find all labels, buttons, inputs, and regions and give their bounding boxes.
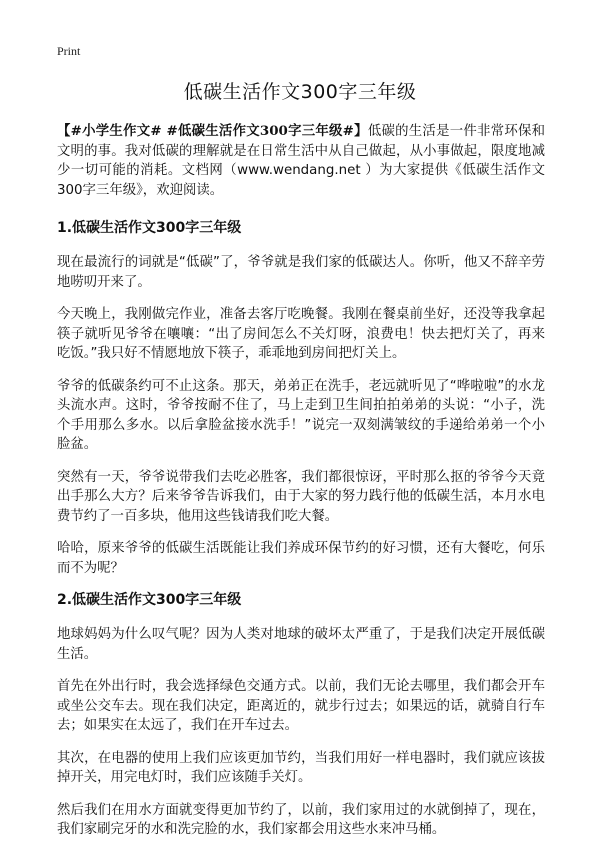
paragraph: 首先在外出行时，我会选择绿色交通方式。以前，我们无论去哪里，我们都会开车或坐公交车去。现在我们决定，距离近的，就步行过去；如果远的话，就骑自行车去；如果实在太远了，我们在开车过去。	[57, 679, 545, 733]
paragraph: 今天晚上，我刚做完作业，准备去客厅吃晚餐。我刚在餐桌前坐好，还没等我拿起筷子就听见爷爷在嚷嚷：“出了房间怎么不关灯呀，浪费电！快去把灯关了，再来吃饭。”我只好不情愿地放下筷子，乖乖地到房间把灯关上。	[57, 307, 545, 361]
paragraph: 其次，在电器的使用上我们应该更加节约，当我们用好一样电器时，我们就应该拔掉开关，用完电灯时，我们应该随手关灯。	[57, 750, 545, 785]
paragraph: 爷爷的低碳条约可不止这条。那天，弟弟正在洗手，老远就听见了“哗啦啦”的水龙头流水声。这时，爷爷按耐不住了，马上走到卫生间拍拍弟弟的头说：“小子，洗个手用那么多水。以后拿脸盆接水洗手！”说完一双刻满皱纹的手递给弟弟一个小脸盆。	[57, 378, 545, 452]
intro-text: 低碳的生活是一件非常环保和文明的事。我对低碳的理解就是在日常生活中从自己做起，从小事做起，限度地减少一切可能的消耗。文档网（www.wendang.net ）为大家提供《低碳生活作文300字三年级》，欢迎阅读。	[57, 124, 546, 198]
section-1	[57, 219, 545, 578]
article-body	[57, 122, 545, 853]
section-2	[57, 591, 545, 840]
paragraph: 然后我们在用水方面就变得更加节约了，以前，我们家用过的水就倒掉了，现在，我们家刷完牙的水和洗完脸的水，我们家都会用这些水来冲马桶。	[57, 802, 545, 837]
paragraph: 突然有一天，爷爷说带我们去吃必胜客，我们都很惊讶，平时那么抠的爷爷今天竟出手那么大方？后来爷爷告诉我们，由于大家的努力践行他的低碳生活，本月水电费节约了一百多块，他用这些钱请我们吃大餐。	[57, 469, 545, 524]
intro-paragraph	[57, 122, 545, 200]
section-heading: 2.低碳生活作文300字三年级	[57, 592, 242, 608]
paragraph: 现在最流行的词就是“低碳”了，爷爷就是我们家的低碳达人。你听，他又不辞辛劳地唠叨开来了。	[57, 255, 545, 290]
paragraph: 地球妈妈为什么叹气呢？因为人类对地球的破坏太严重了，于是我们决定开展低碳生活。	[57, 627, 545, 662]
paragraph: 哈哈，原来爷爷的低碳生活既能让我们养成环保节约的好习惯，还有大餐吃，何乐而不为呢？	[57, 541, 545, 576]
page-title: 低碳生活作文300字三年级	[183, 81, 417, 103]
print-link[interactable]: Print	[57, 44, 81, 58]
intro-tags: 【#小学生作文# #低碳生活作文300字三年级#】	[57, 123, 368, 139]
section-heading: 1.低碳生活作文300字三年级	[57, 220, 242, 236]
